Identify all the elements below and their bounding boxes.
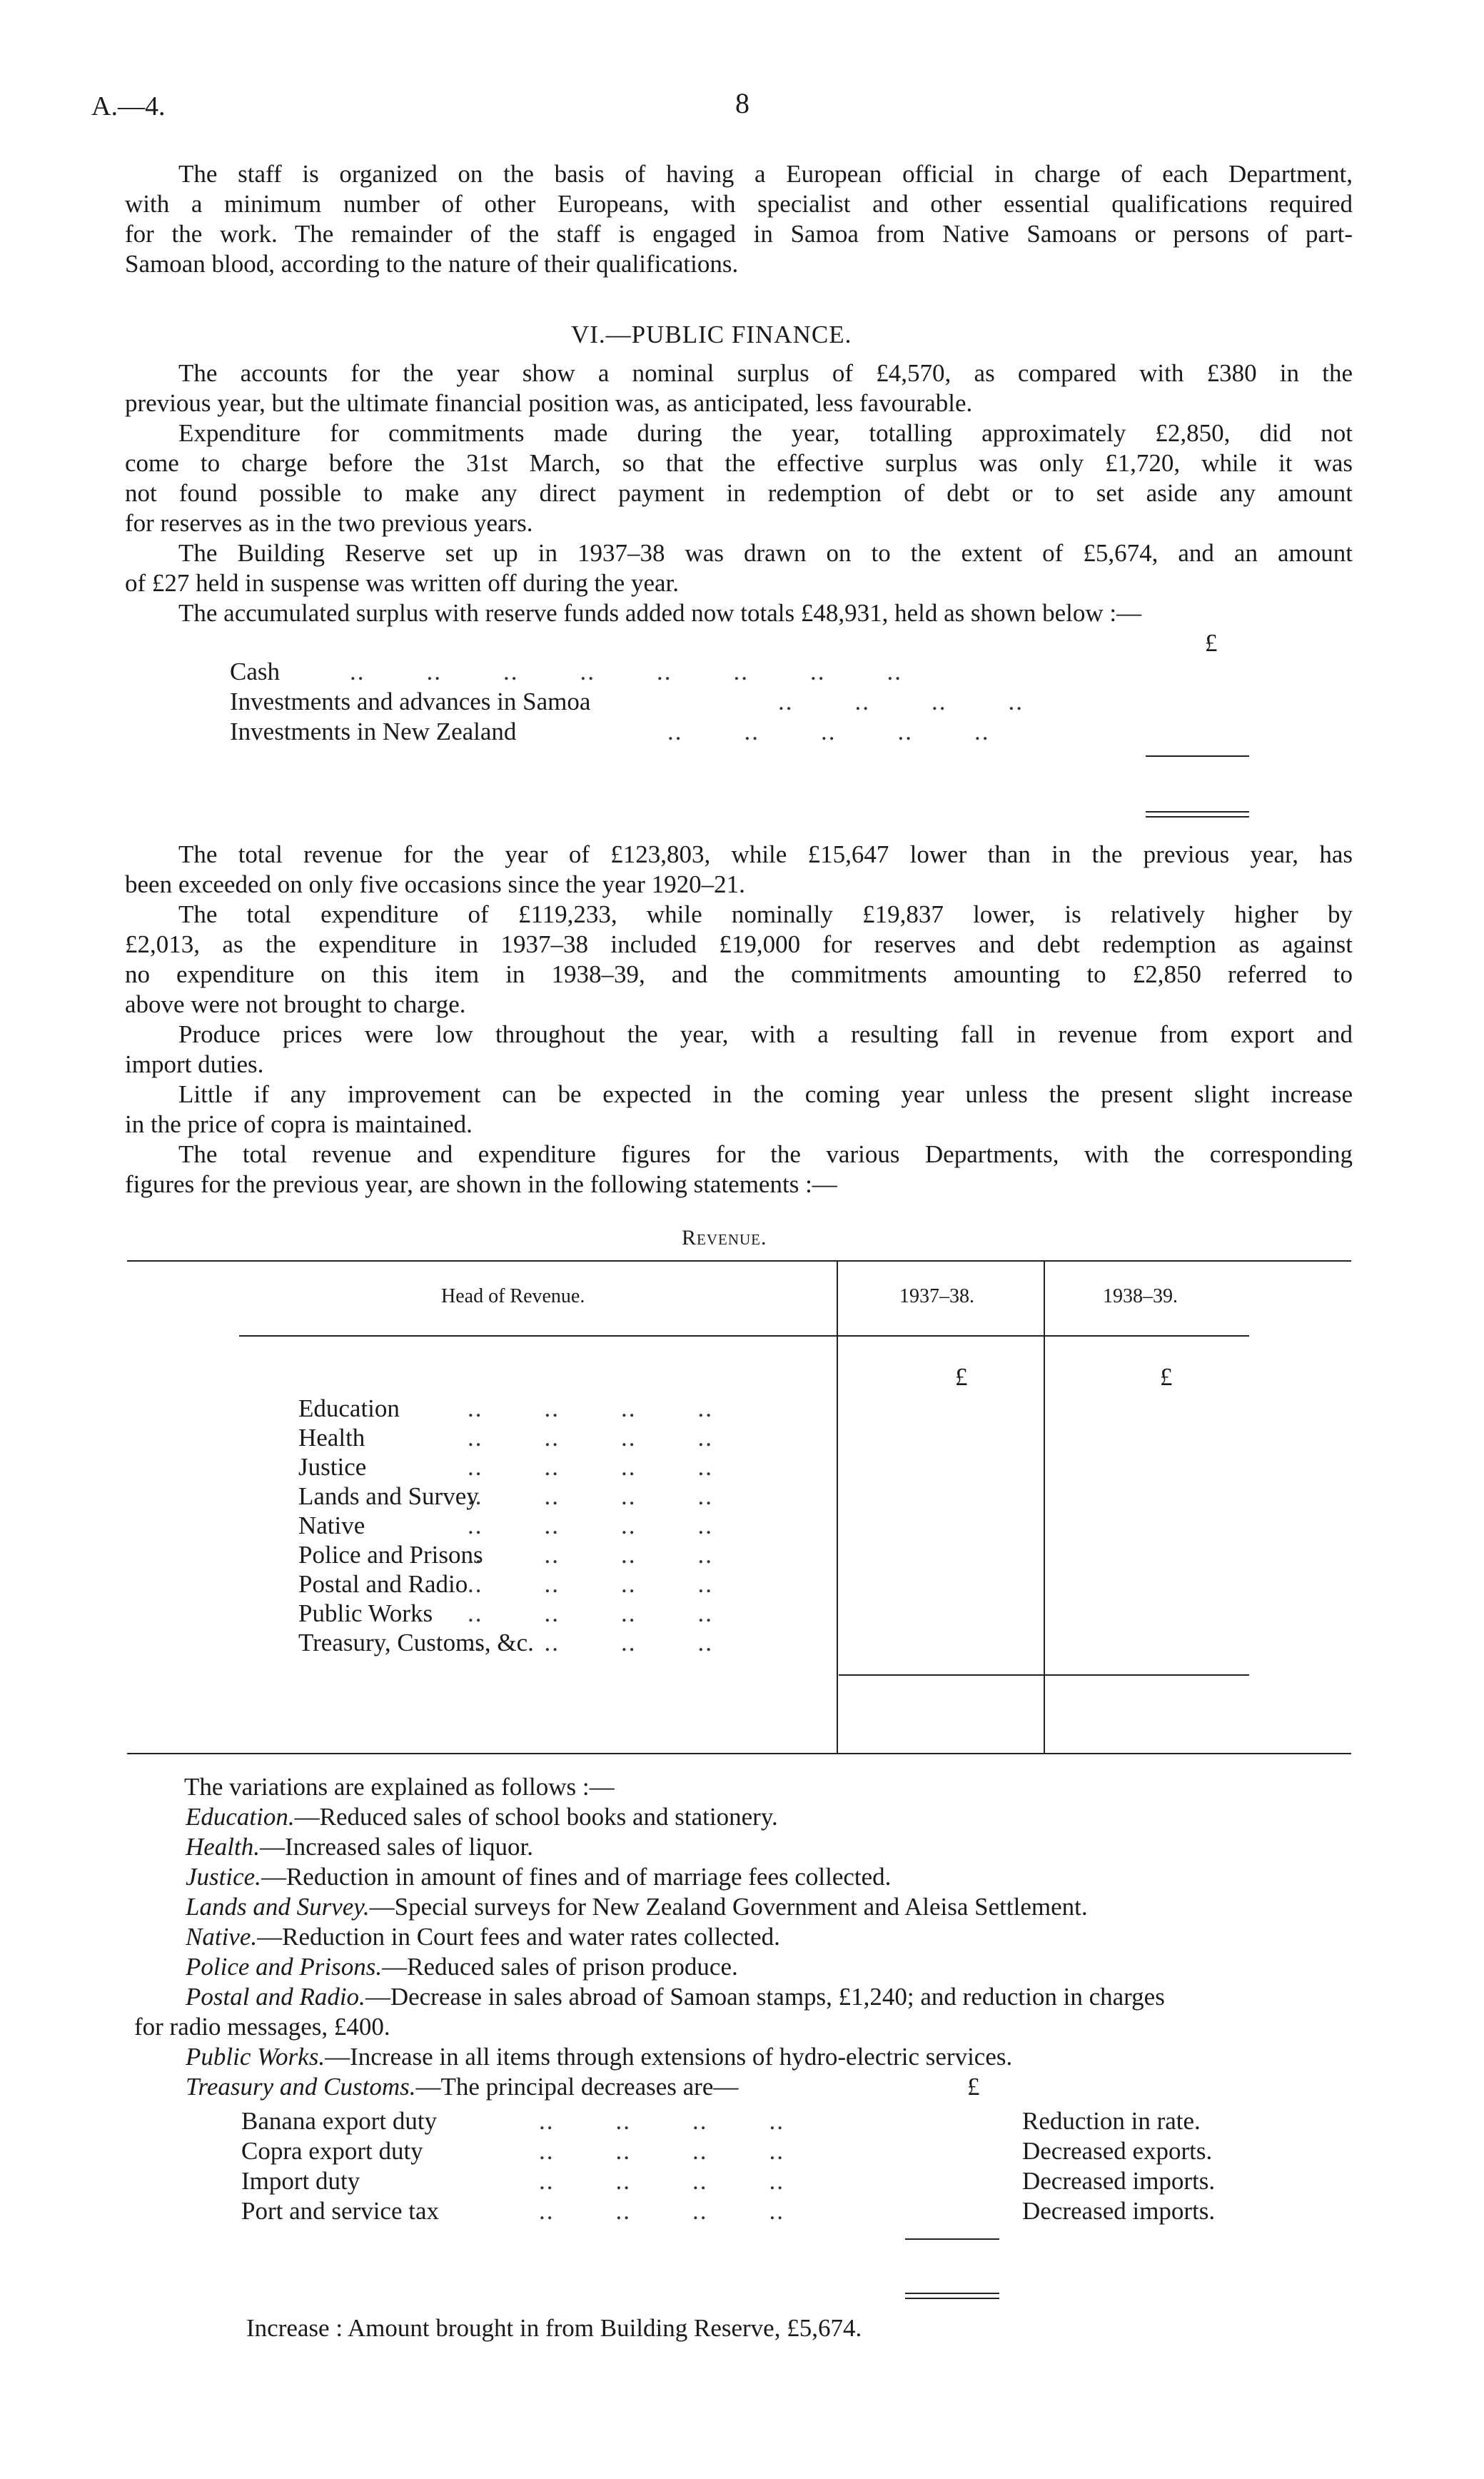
variation-continuation: for radio messages, £400. [134,2013,390,2041]
surplus-label: Investments and advances in Samoa [230,688,591,715]
variation-text: —Special surveys for New Zealand Government and Aleisa Settlement. [369,1893,1088,1921]
text-line: above were not brought to charge. [125,990,466,1018]
section-heading: VI.—PUBLIC FINANCE. [571,321,852,348]
text-line: for reserves as in the two previous years. [125,509,533,537]
text-line: in the price of copra is maintained. [125,1110,473,1138]
currency-symbol: £ [967,2073,980,2101]
variation-text: —Reduction in amount of fines and of marriage fees collected. [261,1863,892,1891]
text-line: Produce prices were low throughout the year, with a resulting fall in revenue from export and [178,1020,1353,1048]
variation-term: Public Works. [186,2043,325,2071]
decrease-reason: Decreased imports. [1022,2167,1216,2195]
variation-item [186,1982,1371,2012]
text-line: The total revenue and expenditure figures for the various Departments, with the corresponding [178,1140,1353,1168]
leader-dots: .. .. .. .. [468,1629,713,1656]
variation-term: Police and Prisons. [186,1953,383,1981]
variation-term: Native. [186,1923,258,1951]
decrease-reason: Decreased imports. [1022,2197,1216,2225]
row-head: Justice [298,1453,367,1481]
column-header-head: Head of Revenue. [441,1285,585,1307]
row-head: Health [298,1424,365,1452]
variation-text: —Increase in all items through extensions of hydro-electric services. [325,2043,1013,2071]
variation-text: —Reduced sales of prison produce. [382,1953,738,1981]
leader-dots: .. .. .. .. [468,1394,713,1422]
surplus-label: Investments in New Zealand [230,718,517,745]
document-reference: A.—4. [91,91,166,121]
variation-term: Postal and Radio. [186,1983,365,2011]
double-rule [1146,816,1249,818]
text-line: Samoan blood, according to the nature of their qualifications. [125,250,739,278]
variation-text: —Reduction in Court fees and water rates collected. [257,1923,780,1951]
double-rule [905,2298,999,2299]
text-line: for the work. The remainder of the staff is engaged in Samoa from Native Samoans or persons of part- [125,220,1353,248]
text-line: figures for the previous year, are shown in the following statements :— [125,1170,837,1198]
column-header-1937: 1937–38. [899,1285,974,1307]
sum-rule [905,2238,999,2240]
row-head: Postal and Radio [298,1570,468,1598]
double-rule [905,2293,999,2294]
text-line: The accumulated surplus with reserve funds added now totals £48,931, held as shown below :— [178,599,1142,627]
revenue-paragraphs [125,840,1353,1200]
variations-intro: The variations are explained as follows :— [184,1773,615,1801]
variation-item [186,1832,533,1862]
variation-term: Treasury and Customs. [186,2073,416,2101]
text-line: been exceeded on only five occasions since the year 1920–21. [125,870,745,898]
decrease-label: Banana export duty [241,2107,438,2135]
text-line: The staff is organized on the basis of having a European official in charge of each Department, [178,160,1353,188]
table-bottom-rule [127,1753,1351,1754]
table-top-rule [127,1260,1351,1262]
text-line: no expenditure on this item in 1938–39, and the commitments amounting to £2,850 referred to [125,960,1353,988]
text-line: The accounts for the year show a nominal surplus of £4,570, as compared with £380 in the [178,359,1353,387]
text-line: £2,013, as the expenditure in 1937–38 included £19,000 for reserves and debt redemption as against [125,930,1353,958]
text-line: The total revenue for the year of £123,803, while £15,647 lower than in the previous year, has [178,840,1353,868]
text-line: with a minimum number of other Europeans, with specialist and other essential qualifications required [125,190,1353,218]
text-line: Little if any improvement can be expected in the coming year unless the present slight increase [178,1080,1353,1108]
row-head: Treasury, Customs, &c. [298,1629,534,1656]
variation-text: —Decrease in sales abroad of Samoan stamps, £1,240; and reduction in charges [365,1983,1165,2011]
header-rule [239,1335,1249,1337]
currency-symbol: £ [1205,629,1218,657]
finance-paragraphs [125,358,1353,628]
text-line: Expenditure for commitments made during the year, totalling approximately £2,850, did not [178,419,1353,447]
decrease-label: Copra export duty [241,2137,423,2165]
variation-item [186,1922,780,1952]
leader-dots: .. .. .. .. [539,2137,784,2165]
currency-symbol: £ [955,1363,968,1391]
leader-dots: .. .. .. .. [468,1599,713,1627]
row-head: Lands and Survey [298,1482,479,1510]
leader-dots: .. .. .. .. [468,1424,713,1452]
column-divider [1044,1262,1045,1753]
decrease-label: Import duty [241,2167,360,2195]
double-rule [1146,811,1249,813]
page-number: 8 [735,87,749,119]
sum-rule [839,1674,1249,1676]
variation-item [186,1892,1088,1922]
variation-item [186,1862,891,1892]
leader-dots: .. .. .. .. [468,1453,713,1481]
leader-dots: .. .. .. .. [539,2107,784,2135]
leader-dots: .. .. .. .. [539,2197,784,2225]
decrease-label: Port and service tax [241,2197,439,2225]
leader-dots: .. .. .. .. .. [667,718,990,745]
row-head: Native [298,1512,365,1539]
leader-dots: .. .. .. .. [539,2167,784,2195]
surplus-label: Cash [230,658,280,685]
text-line: of £27 held in suspense was written off during the year. [125,569,679,597]
column-divider [837,1262,838,1753]
row-head: Public Works [298,1599,433,1627]
text-line: The Building Reserve set up in 1937–38 was drawn on to the extent of £5,674, and an amount [178,539,1353,567]
text-line: import duties. [125,1050,264,1078]
leader-dots: .. .. .. .. .. .. .. .. [350,658,902,685]
variation-term: Lands and Survey. [186,1893,370,1921]
increase-note: Increase : Amount brought in from Building Reserve, £5,674. [246,2314,862,2342]
text-line: come to charge before the 31st March, so that the effective surplus was only £1,720, while it was [125,449,1353,477]
leader-dots: .. .. .. .. [778,688,1024,715]
variation-text: —The principal decreases are— [415,2073,739,2101]
row-head: Police and Prisons [298,1541,483,1569]
row-head: Education [298,1394,400,1422]
variation-text: —Reduced sales of school books and stationery. [294,1803,778,1831]
column-header-1938: 1938–39. [1103,1285,1178,1307]
variation-item [186,2042,1012,2072]
leader-dots: .. .. .. .. [468,1570,713,1598]
leader-dots: .. .. .. .. [468,1541,713,1569]
leader-dots: .. .. .. .. [468,1512,713,1539]
decrease-reason: Reduction in rate. [1022,2107,1201,2135]
variation-term: Education. [186,1803,295,1831]
decrease-reason: Decreased exports. [1022,2137,1213,2165]
variation-item [186,1952,738,1982]
text-line: The total expenditure of £119,233, while nominally £19,837 lower, is relatively higher by [178,900,1353,928]
variation-item [186,1802,778,1832]
text-line: not found possible to make any direct payment in redemption of debt or to set aside any amount [125,479,1353,507]
variation-term: Justice. [186,1863,261,1891]
text-line: previous year, but the ultimate financial position was, as anticipated, less favourable. [125,389,973,417]
currency-symbol: £ [1160,1363,1173,1391]
intro-paragraph [125,159,1353,279]
variation-item [186,2072,738,2102]
variation-term: Health. [186,1833,261,1861]
table-title: Revenue. [682,1226,767,1249]
leader-dots: .. .. .. .. [468,1482,713,1510]
variation-text: —Increased sales of liquor. [260,1833,533,1861]
sum-rule [1146,755,1249,757]
